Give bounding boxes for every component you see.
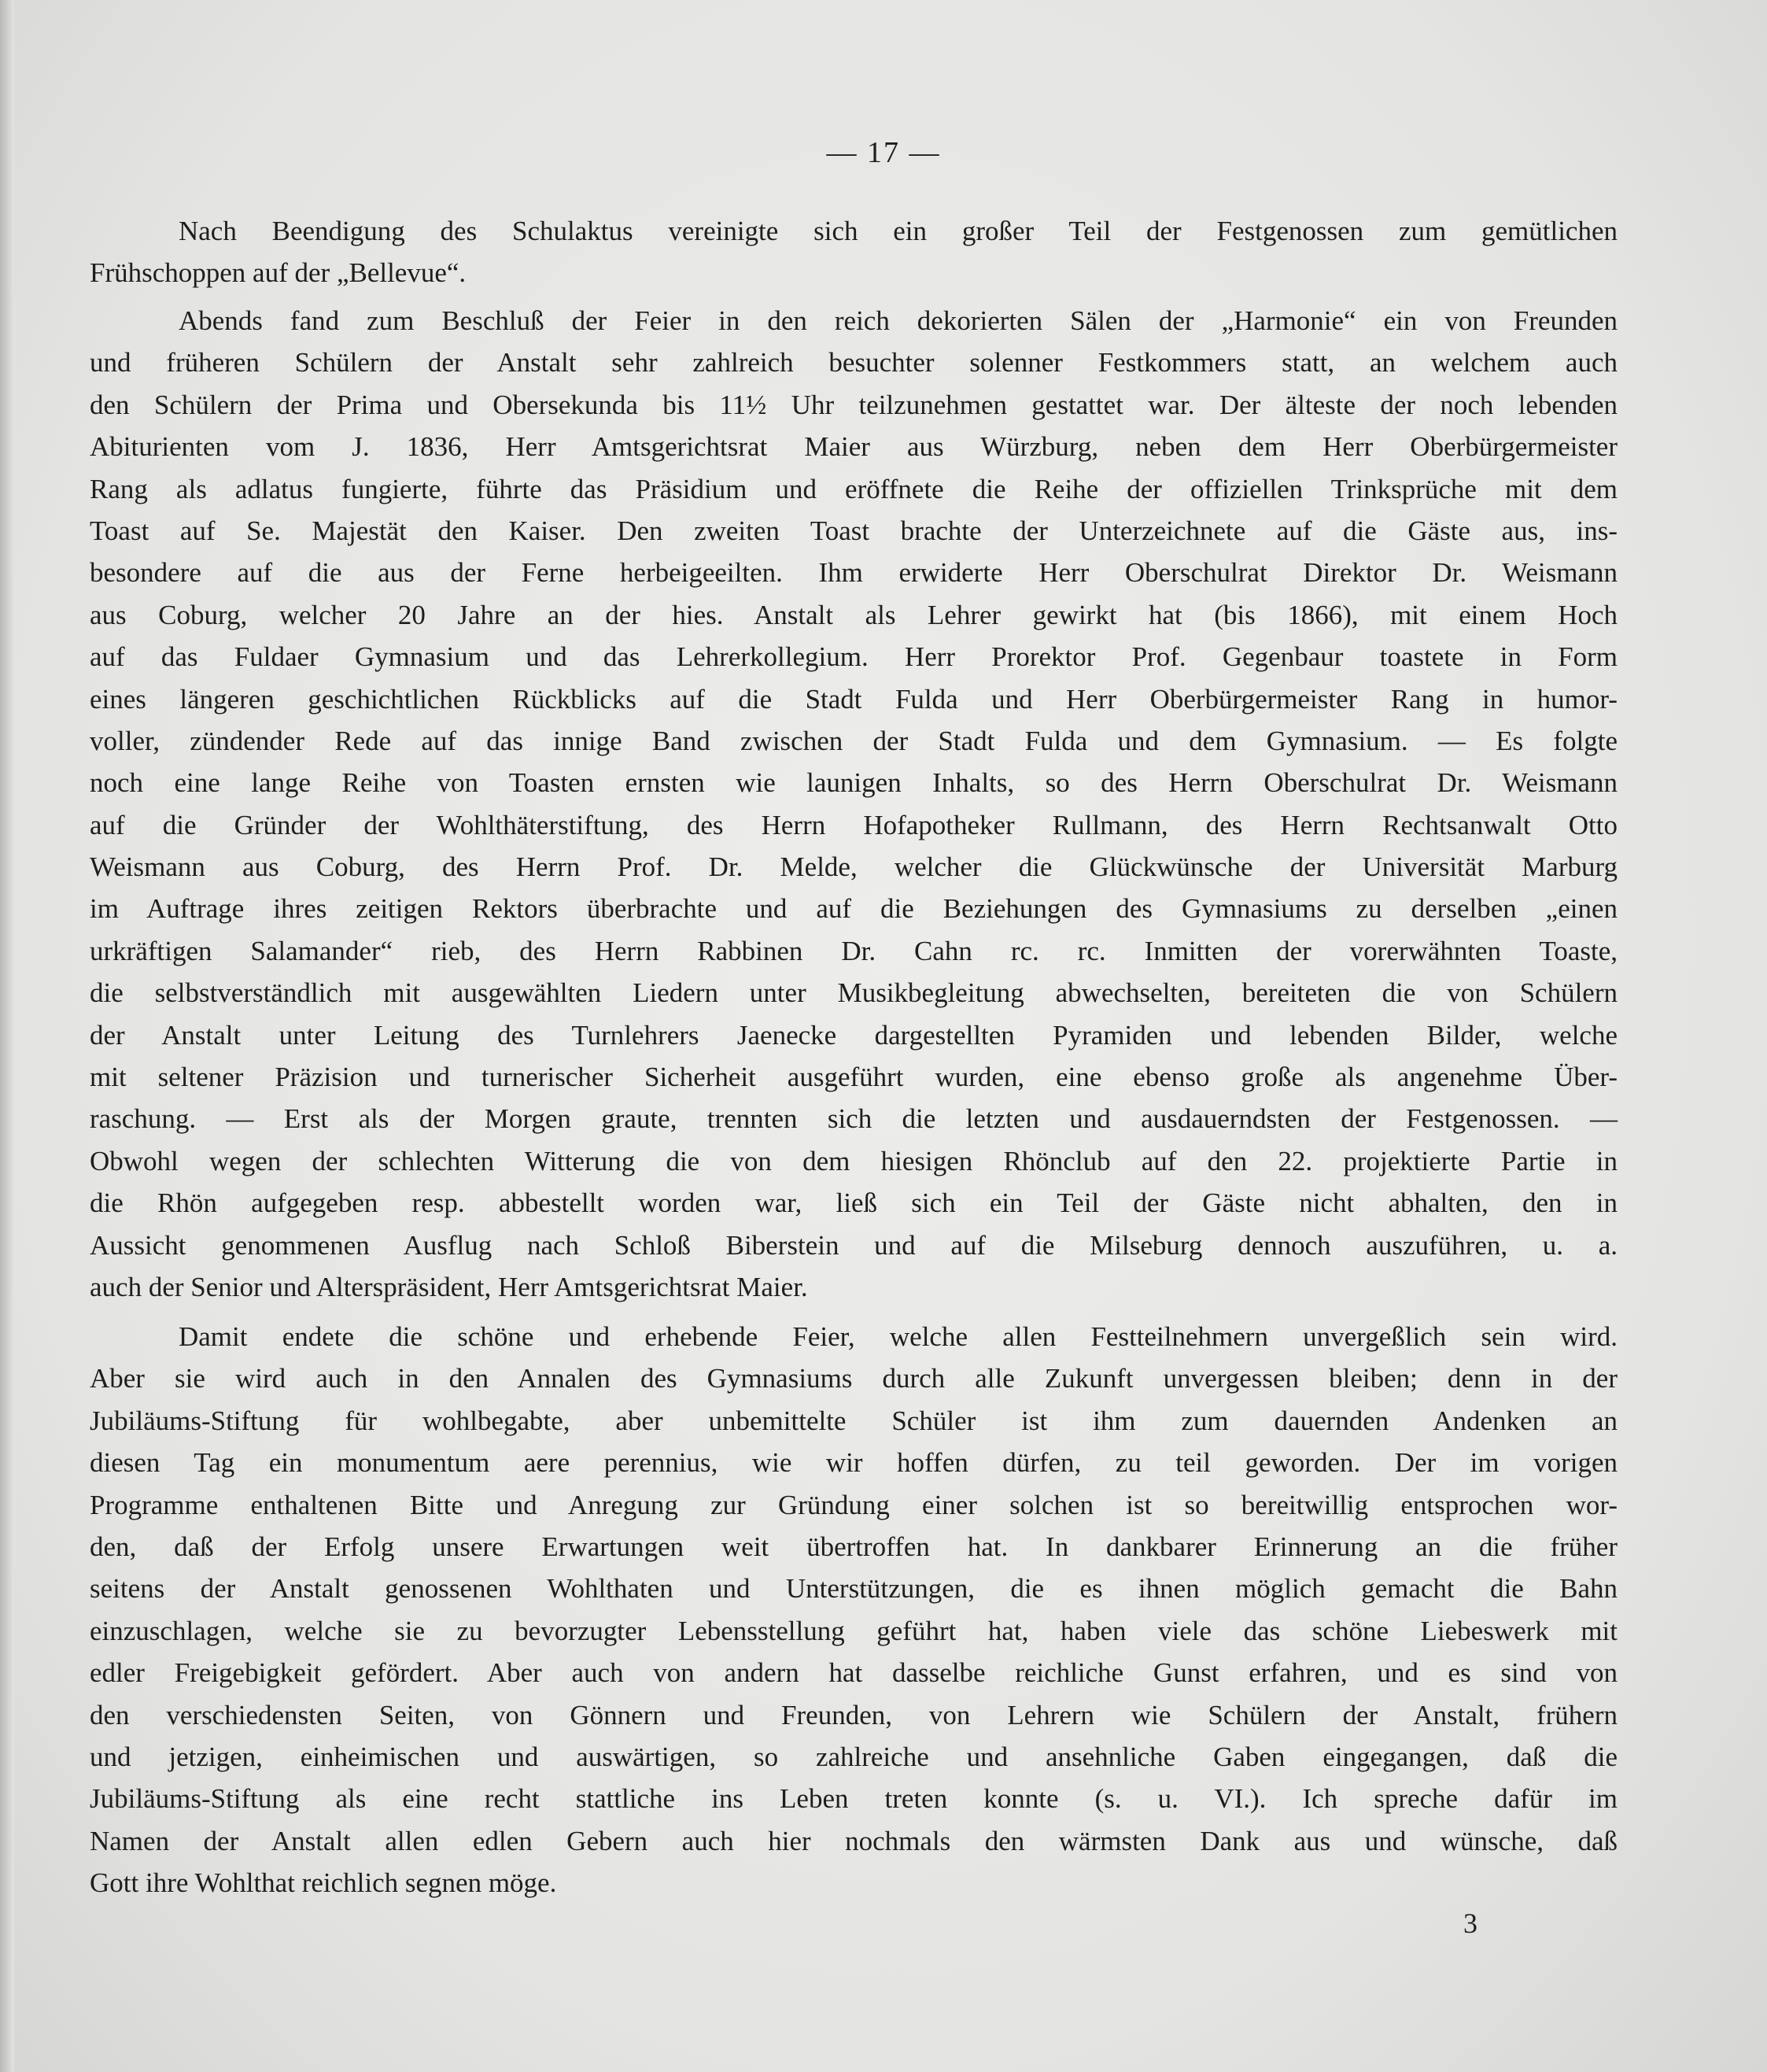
text-line: Namen der Anstalt allen edlen Gebern auch hier nochmals den wärmsten Dank aus und wünsche, daß bbox=[90, 1825, 1618, 1856]
text-line: diesen Tag ein monumentum aere perennius, wie wir hoffen dürfen, zu teil geworden. Der im vorigen bbox=[90, 1447, 1618, 1479]
page-edge-shadow bbox=[0, 0, 14, 2072]
paragraph-1 bbox=[90, 210, 1618, 294]
text-line: raschung. — Erst als der Morgen graute, trennten sich die letzten und ausdauerndsten der Festgenossen. — bbox=[90, 1103, 1618, 1135]
text-line: den verschiedensten Seiten, von Gönnern und Freunden, von Lehrern wie Schülern der Anstalt, frühern bbox=[90, 1699, 1618, 1730]
text-line: Toast auf Se. Majestät den Kaiser. Den zweiten Toast brachte der Unterzeichnete auf die Gäste aus, ins- bbox=[90, 515, 1618, 546]
text-line: Aber sie wird auch in den Annalen des Gymnasiums durch alle Zukunft unvergessen bleiben; denn in der bbox=[90, 1363, 1618, 1394]
text-line: den, daß der Erfolg unsere Erwartungen weit übertroffen hat. In dankbarer Erinnerung an die früher bbox=[90, 1531, 1618, 1562]
text-line: Rang als adlatus fungierte, führte das Präsidium und eröffnete die Reihe der offiziellen Trinksprüche mit dem bbox=[90, 473, 1618, 504]
text-line: Jubiläums-Stiftung als eine recht stattliche ins Leben treten konnte (s. u. VI.). Ich spreche dafür im bbox=[90, 1783, 1618, 1815]
text-line: einzuschlagen, welche sie zu bevorzugter Lebensstellung geführt hat, haben viele das schöne Liebeswerk mit bbox=[90, 1615, 1618, 1646]
text-line: auf die Gründer der Wohlthäterstiftung, des Herrn Hofapotheker Rullmann, des Herrn Rechtsanwalt Otto bbox=[90, 809, 1618, 840]
text-line: der Anstalt unter Leitung des Turnlehrers Jaenecke dargestellten Pyramiden und lebenden Bilder, welche bbox=[90, 1019, 1618, 1051]
page-number-header: — 17 — bbox=[826, 136, 941, 169]
text-line: edler Freigebigkeit gefördert. Aber auch von andern hat dasselbe reichliche Gunst erfahren, und es sind von bbox=[90, 1657, 1618, 1689]
text-line: Obwohl wegen der schlechten Witterung die von dem hiesigen Rhönclub auf den 22. projektierte Partie in bbox=[90, 1145, 1618, 1176]
text-line: Gott ihre Wohlthat reichlich segnen möge. bbox=[90, 1867, 557, 1899]
paragraph-3 bbox=[90, 1316, 1618, 1904]
text-line: und früheren Schülern der Anstalt sehr zahlreich besuchter solenner Festkommers statt, an welchem auch bbox=[90, 347, 1618, 379]
paragraph-2 bbox=[90, 300, 1618, 1308]
text-line: auf das Fuldaer Gymnasium und das Lehrerkollegium. Herr Prorektor Prof. Gegenbaur toastete in Form bbox=[90, 641, 1618, 673]
text-line: Abiturienten vom J. 1836, Herr Amtsgerichtsrat Maier aus Würzburg, neben dem Herr Oberbürgermeister bbox=[90, 431, 1618, 463]
text-line: eines längeren geschichtlichen Rückblicks auf die Stadt Fulda und Herr Oberbürgermeister Rang in humor- bbox=[90, 683, 1618, 715]
text-line: Abends fand zum Beschluß der Feier in den reich dekorierten Sälen der „Harmonie“ ein von Freunden bbox=[179, 305, 1618, 336]
text-line: mit seltener Präzision und turnerischer Sicherheit ausgeführt wurden, eine ebenso große als angenehme Über- bbox=[90, 1062, 1618, 1093]
text-line: Damit endete die schöne und erhebende Feier, welche allen Festteilnehmern unvergeßlich sein wird. bbox=[179, 1321, 1618, 1352]
text-line: besondere auf die aus der Ferne herbeigeeilten. Ihm erwiderte Herr Oberschulrat Direktor Dr. Weismann bbox=[90, 557, 1618, 589]
text-line: und jetzigen, einheimischen und auswärtigen, so zahlreiche und ansehnliche Gaben eingegangen, daß die bbox=[90, 1741, 1618, 1772]
signature-mark: 3 bbox=[1463, 1908, 1477, 1939]
text-line: die Rhön aufgegeben resp. abbestellt worden war, ließ sich ein Teil der Gäste nicht abhalten, den in bbox=[90, 1187, 1618, 1219]
text-line: urkräftigen Salamander“ rieb, des Herrn Rabbinen Dr. Cahn rc. rc. Inmitten der vorerwähnten Toaste, bbox=[90, 935, 1618, 966]
text-line: Aussicht genommenen Ausflug nach Schloß Biberstein und auf die Milseburg dennoch auszuführen, u. a. bbox=[90, 1229, 1618, 1261]
text-line: Nach Beendigung des Schulaktus vereinigte sich ein großer Teil der Festgenossen zum gemütlichen bbox=[179, 216, 1618, 246]
text-line: voller, zündender Rede auf das innige Band zwischen der Stadt Fulda und dem Gymnasium. — Es folgte bbox=[90, 725, 1618, 756]
text-line: die selbstverständlich mit ausgewählten Liedern unter Musikbegleitung abwechselten, bereiteten die von Schülern bbox=[90, 977, 1618, 1009]
text-line: im Auftrage ihres zeitigen Rektors überbrachte und auf die Beziehungen des Gymnasiums zu derselben „einen bbox=[90, 893, 1618, 925]
text-line: noch eine lange Reihe von Toasten ernsten wie launigen Inhalts, so des Herrn Oberschulrat Dr. Weismann bbox=[90, 767, 1618, 799]
text-line: Frühschoppen auf der „Bellevue“. bbox=[90, 257, 467, 289]
text-line: Weismann aus Coburg, des Herrn Prof. Dr. Melde, welcher die Glückwünsche der Universität Marburg bbox=[90, 851, 1618, 883]
text-line: Programme enthaltenen Bitte und Anregung zur Gründung einer solchen ist so bereitwillig entsprochen wor- bbox=[90, 1489, 1618, 1520]
text-line: aus Coburg, welcher 20 Jahre an der hies. Anstalt als Lehrer gewirkt hat (bis 1866), mit einem Hoch bbox=[90, 599, 1618, 630]
text-line: seitens der Anstalt genossenen Wohlthaten und Unterstützungen, die es ihnen möglich gemacht die Bahn bbox=[90, 1573, 1618, 1605]
text-line: auch der Senior und Alterspräsident, Herr Amtsgerichtsrat Maier. bbox=[90, 1271, 808, 1302]
text-line: den Schülern der Prima und Obersekunda bis 11½ Uhr teilzunehmen gestattet war. Der älteste der noch lebenden bbox=[90, 389, 1618, 420]
text-line: Jubiläums-Stiftung für wohlbegabte, aber unbemittelte Schüler ist ihm zum dauernden Andenken an bbox=[90, 1405, 1618, 1436]
